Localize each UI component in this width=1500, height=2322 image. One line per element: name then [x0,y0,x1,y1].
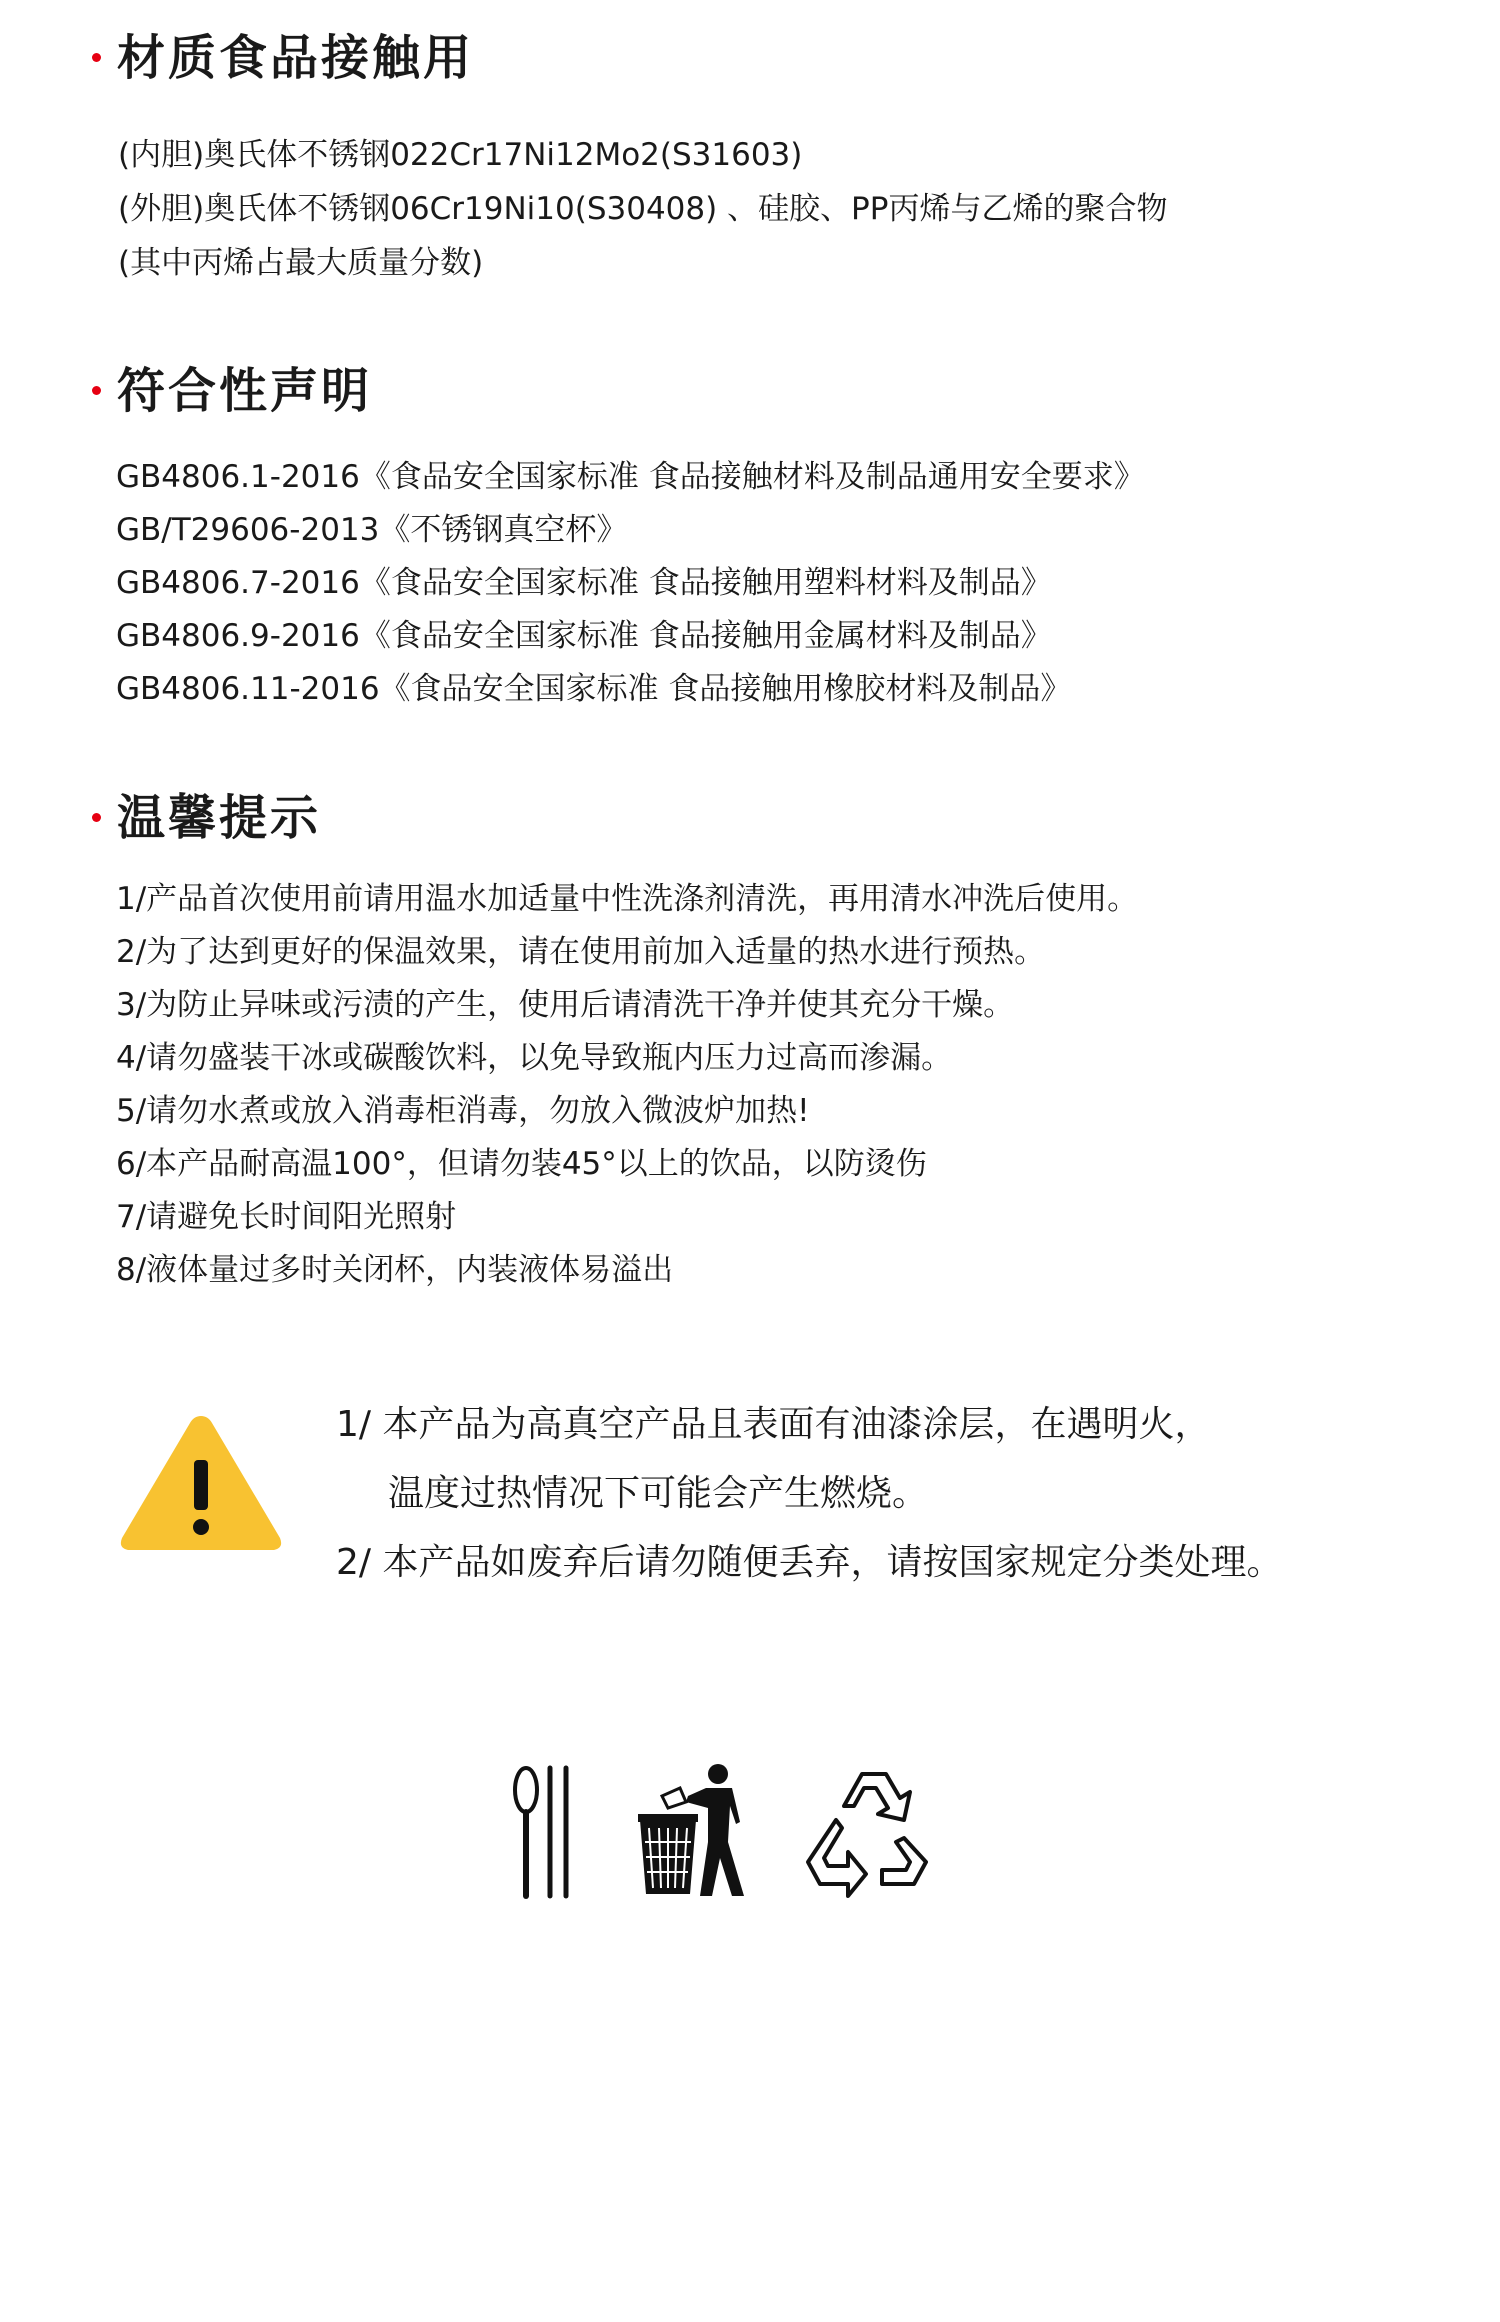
warning-triangle-icon [116,1408,286,1558]
utensils-icon [510,1762,580,1900]
tips-line: 4/请勿盛装干冰或碳酸饮料，以免导致瓶内压力过高而渗漏。 [116,1040,953,1076]
compliance-line: GB4806.7-2016《食品安全国家标准 食品接触用塑料材料及制品》 [116,565,1052,601]
warning-line: 1/ 本产品为高真空产品且表面有油漆涂层，在遇明火， [336,1404,1211,1445]
tips-line: 7/请避免长时间阳光照射 [116,1199,457,1235]
compliance-line: GB4806.1-2016《食品安全国家标准 食品接触材料及制品通用安全要求》 [116,459,1145,495]
materials-line: (外胆)奥氏体不锈钢06Cr19Ni10(S30408) 、硅胶、PP丙烯与乙烯的聚合物 [118,191,1168,227]
tips-line: 2/为了达到更好的保温效果，请在使用前加入适量的热水进行预热。 [116,934,1046,970]
tips-title: 温馨提示 [92,794,321,842]
tips-line: 8/液体量过多时关闭杯，内装液体易溢出 [116,1252,674,1288]
bullet-dot [92,813,101,822]
warning-line: 2/ 本产品如废弃后请勿随便丢弃，请按国家规定分类处理。 [336,1542,1283,1583]
compliance-line: GB/T29606-2013《不锈钢真空杯》 [116,512,628,548]
materials-line: (内胆)奥氏体不锈钢022Cr17Ni12Mo2(S31603) [118,137,803,173]
materials-line: (其中丙烯占最大质量分数) [118,245,484,281]
tips-line: 1/产品首次使用前请用温水加适量中性洗涤剂清洗，再用清水冲洗后使用。 [116,881,1139,917]
materials-title: 材质食品接触用 [92,34,474,82]
compliance-title: 符合性声明 [92,367,372,415]
bullet-dot [92,386,101,395]
tips-line: 5/请勿水煮或放入消毒柜消毒，勿放入微波炉加热! [116,1093,810,1129]
recycle-icon [796,1762,938,1900]
trash-disposal-icon [636,1762,752,1900]
compliance-list [116,451,1145,716]
compliance-line: GB4806.9-2016《食品安全国家标准 食品接触用金属材料及制品》 [116,618,1052,654]
warning-list [336,1390,1282,1597]
tips-list [116,873,1138,1297]
tips-line: 3/为防止异味或污渍的产生，使用后请清洗干净并使其充分干燥。 [116,987,1015,1023]
tips-line: 6/本产品耐高温100°，但请勿装45°以上的饮品，以防烫伤 [116,1146,927,1182]
warning-line: 温度过热情况下可能会产生燃烧。 [388,1473,929,1514]
materials-list [118,128,1167,290]
bullet-dot [92,53,101,62]
compliance-line: GB4806.11-2016《食品安全国家标准 食品接触用橡胶材料及制品》 [116,671,1072,707]
